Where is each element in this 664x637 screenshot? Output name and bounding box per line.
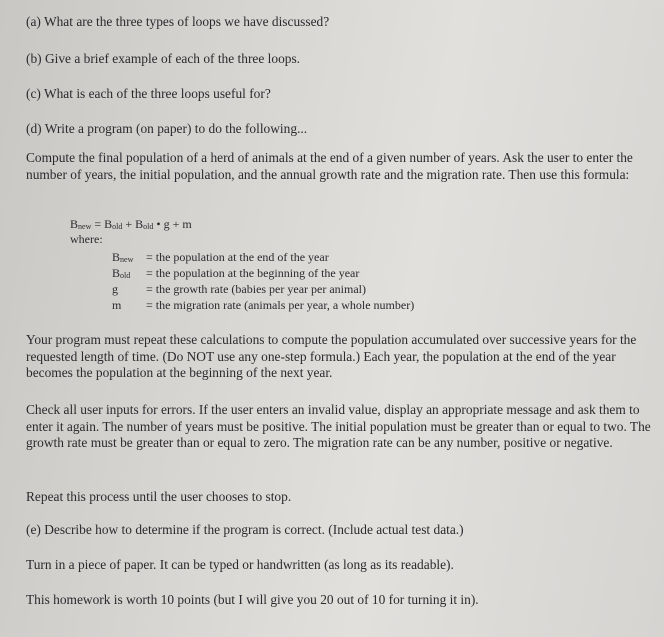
repeat-calculation-paragraph: Your program must repeat these calculations to compute the population accumulated over successive years for the requested length of time. (Do NOT use any one-step formula.) Each year, the population at the end of the year becomes the population at the beginning of the next year. bbox=[26, 332, 637, 380]
question-a: (a) What are the three types of loops we have discussed? bbox=[26, 14, 330, 29]
question-e: (e) Describe how to determine if the program is correct. (Include actual test data.) bbox=[26, 522, 464, 537]
question-c: (c) What is each of the three loops useful for? bbox=[26, 86, 271, 101]
definition-m: m = the migration rate (animals per year, a whole number) bbox=[112, 298, 415, 312]
turn-in-line: Turn in a piece of paper. It can be typed or handwritten (as long as its readable). bbox=[26, 557, 454, 572]
question-b: (b) Give a brief example of each of the three loops. bbox=[26, 51, 301, 66]
definition-b-old: Bold = the population at the beginning of the year bbox=[112, 266, 360, 280]
worth-line: This homework is worth 10 points (but I will give you 20 out of 10 for turning it in). bbox=[26, 592, 479, 607]
check-inputs-paragraph: Check all user inputs for errors. If the user enters an invalid value, display an appropriate message and ask them to enter it again. The number of years must be positive. The initial population must be greater than or equal to two. The growth rate must be greater than or equal to zero. The migration rate can be any number, positive or negative. bbox=[26, 402, 651, 450]
definition-g: g = the growth rate (babies per year per animal) bbox=[112, 282, 367, 296]
question-d: (d) Write a program (on paper) to do the following... bbox=[26, 121, 308, 136]
repeat-process-line: Repeat this process until the user chooses to stop. bbox=[26, 489, 292, 504]
growth-formula: Bnew = Bold + Bold • g + m bbox=[70, 217, 192, 231]
definition-b-new: Bnew = the population at the end of the year bbox=[112, 250, 329, 264]
where-label: where: bbox=[70, 232, 103, 246]
problem-statement: Compute the final population of a herd of animals at the end of a given number of years. Ask the user to enter the number of years, the initial population, and the annual growth rate and the migration rate. Then use this formula: bbox=[26, 150, 633, 182]
